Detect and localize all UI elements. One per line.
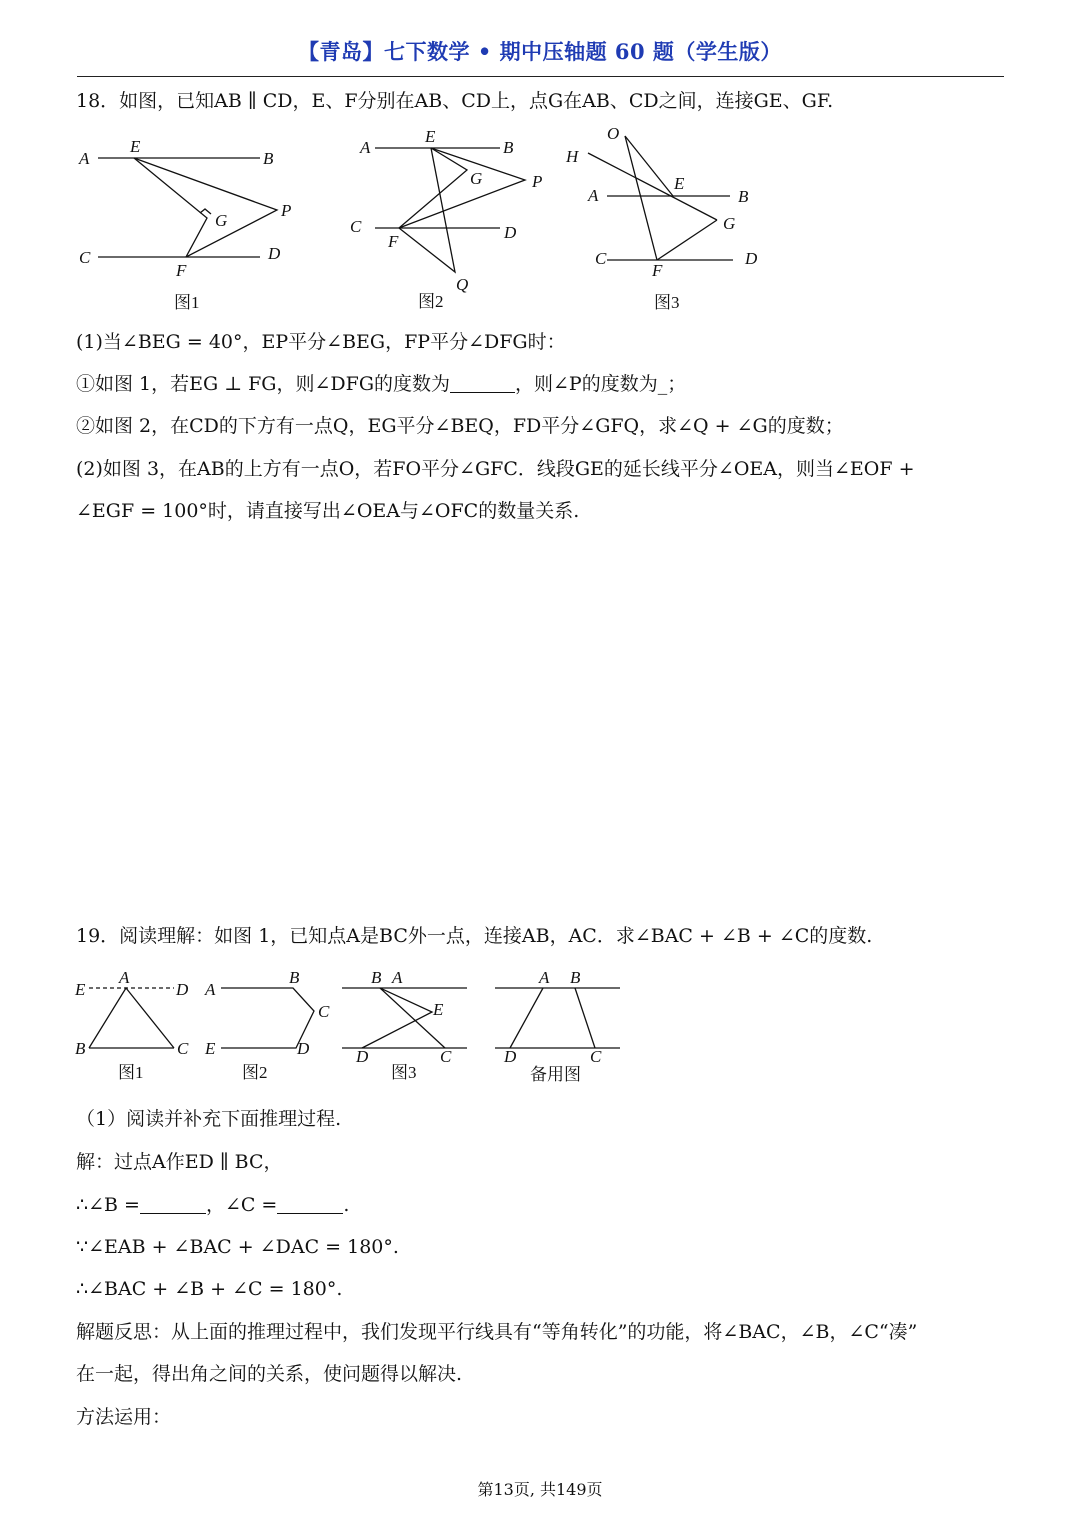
line-o-f — [625, 136, 657, 260]
figure-caption: 图2 — [242, 1063, 268, 1082]
figure-caption: 图1 — [118, 1063, 144, 1082]
label-a: A — [79, 149, 90, 168]
q19-figure-3 — [335, 965, 485, 1090]
path-e-p-f — [399, 148, 525, 228]
label-d: D — [356, 1047, 369, 1066]
q18-part-2-line-1: (2)如图 3，在AB的上方有一点O，若FO平分∠GFC．线段GE的延长线平分∠OEA，则当∠EOF + — [76, 458, 915, 480]
label-e: E — [674, 174, 685, 193]
path-b-e-d — [362, 988, 432, 1048]
label-d: D — [504, 1047, 517, 1066]
label-a: A — [119, 968, 130, 987]
q18-figure-1 — [70, 130, 310, 320]
document-header-title: 【青岛】七下数学 • 期中压轴题 60 题（学生版） — [298, 39, 782, 64]
path-e-g-f — [134, 158, 207, 257]
q19-step-2: ∵∠EAB + ∠BAC + ∠DAC = 180°. — [76, 1236, 399, 1258]
label-d: D — [297, 1039, 310, 1058]
q18-figure-2 — [345, 122, 565, 317]
q19-stem: 19．阅读理解：如图 1，已知点A是BC外一点，连接AB，AC．求∠BAC + ∠B + ∠C的度数. — [76, 925, 873, 947]
triangle-abc — [89, 988, 174, 1048]
label-e: E — [130, 137, 141, 156]
label-p: P — [532, 172, 543, 191]
line-b-c — [575, 988, 595, 1048]
label-a: A — [588, 186, 599, 205]
label-e: E — [433, 1000, 444, 1019]
line-a-d — [510, 988, 543, 1048]
label-d: D — [268, 244, 281, 263]
label-b: B — [263, 149, 274, 168]
label-c: C — [595, 249, 607, 268]
label-p: P — [281, 201, 292, 220]
label-b: B — [570, 968, 581, 987]
q18-sub1-text-a: ①如图 1，若EG ⊥ FG，则∠DFG的度数为 — [76, 373, 450, 395]
q19-step1-text-b: ，∠C = — [205, 1194, 278, 1216]
q19-step-3: ∴∠BAC + ∠B + ∠C = 180°. — [76, 1278, 343, 1300]
label-b: B — [289, 968, 300, 987]
answer-blank[interactable] — [450, 373, 515, 393]
label-d: D — [176, 980, 189, 999]
label-c: C — [177, 1039, 189, 1058]
label-a: A — [360, 138, 371, 157]
q18-part-2-line-2: ∠EGF = 100°时，请直接写出∠OEA与∠OFC的数量关系. — [76, 500, 580, 522]
q18-figure-3 — [566, 120, 785, 320]
q18-part-1: (1)当∠BEG = 40°，EP平分∠BEG，FP平分∠DFG时： — [76, 331, 566, 353]
label-b: B — [738, 187, 749, 206]
figure-caption: 图1 — [174, 293, 200, 312]
label-o: O — [607, 124, 620, 143]
label-e: E — [75, 980, 86, 999]
label-c: C — [440, 1047, 452, 1066]
answer-blank-b[interactable] — [140, 1194, 206, 1214]
label-d: D — [504, 223, 517, 242]
label-a: A — [539, 968, 550, 987]
label-c: C — [590, 1047, 602, 1066]
q19-method-heading: 方法运用： — [76, 1406, 172, 1428]
q19-figure-2 — [200, 965, 340, 1090]
figure-caption: 图3 — [654, 293, 680, 312]
label-h: H — [566, 147, 579, 166]
figure-caption: 备用图 — [530, 1065, 581, 1084]
q19-solution-intro: 解：过点A作ED ∥ BC， — [76, 1151, 283, 1173]
label-c: C — [79, 248, 91, 267]
label-a: A — [392, 968, 403, 987]
q19-spare-figure — [490, 965, 640, 1090]
page-number: 第13页, 共149页 — [477, 1480, 603, 1499]
answer-blank-c[interactable] — [277, 1194, 343, 1214]
q19-step1-text-c: . — [343, 1194, 350, 1216]
label-f: F — [176, 261, 187, 280]
label-d: D — [745, 249, 758, 268]
q18-sub1-text-b: ，则∠P的度数为_； — [515, 373, 687, 395]
q19-figure-1 — [70, 965, 205, 1090]
label-c: C — [318, 1002, 330, 1021]
q19-reflection-line-2: 在一起，得出角之间的关系，使问题得以解决. — [76, 1363, 463, 1385]
header-divider — [77, 76, 1004, 77]
q19-step1-text-a: ∴∠B = — [76, 1194, 140, 1216]
q18-sub-question-1 — [76, 371, 686, 397]
q19-step-1 — [76, 1192, 349, 1218]
q18-sub-question-2: ②如图 2，在CD的下方有一点Q，EG平分∠BEQ，FD平分∠GFQ，求∠Q + ∠G的度数； — [76, 415, 844, 437]
label-f: F — [388, 232, 399, 251]
label-e: E — [425, 127, 436, 146]
label-b: B — [503, 138, 514, 157]
label-c: C — [350, 217, 362, 236]
label-g: G — [470, 169, 483, 188]
line-h-g — [588, 153, 717, 220]
label-b: B — [75, 1039, 86, 1058]
label-f: F — [652, 261, 663, 280]
line-g-f — [657, 220, 717, 260]
path-e-p-f — [134, 158, 277, 257]
q19-part-1: （1）阅读并补充下面推理过程. — [76, 1108, 342, 1130]
figure-caption: 图2 — [418, 292, 444, 311]
q18-stem: 18．如图，已知AB ∥ CD，E、F分别在AB、CD上，点G在AB、CD之间，连接GE、GF. — [76, 90, 834, 112]
label-g: G — [723, 214, 736, 233]
label-a: A — [205, 980, 216, 999]
figure-caption: 图3 — [391, 1063, 417, 1082]
label-q: Q — [456, 275, 469, 294]
label-g: G — [215, 211, 228, 230]
q19-reflection-line-1: 解题反思：从上面的推理过程中，我们发现平行线具有“等角转化”的功能，将∠BAC，∠B，∠C“凑” — [76, 1321, 918, 1343]
label-b: B — [371, 968, 382, 987]
label-e: E — [205, 1039, 216, 1058]
